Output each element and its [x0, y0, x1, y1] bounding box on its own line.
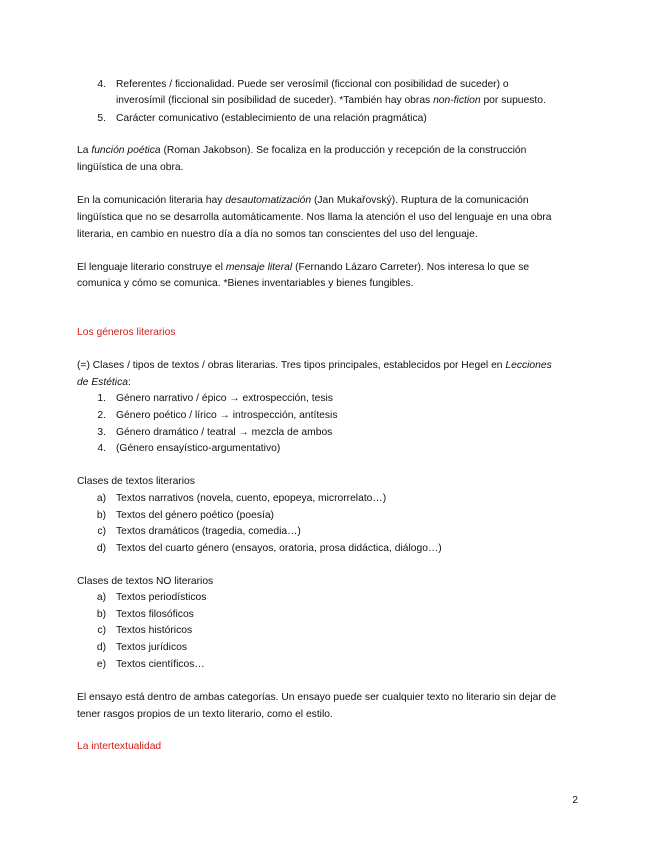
- paragraph-line: El ensayo está dentro de ambas categorías. Un ensayo puede ser cualquier texto no literario sin dejar de: [77, 692, 557, 703]
- italic-term: desautomatización: [225, 195, 312, 206]
- text-run: (=) Clases / tipos de textos / obras literarias. Tres tipos principales, establecidos por Hegel en: [77, 360, 506, 371]
- genre-item: Género narrativo / épico → extrospección, tesis: [116, 393, 333, 404]
- list-number: 4.: [97, 443, 106, 454]
- list-title: Clases de textos NO literarios: [77, 576, 214, 587]
- paragraph-line: lingüística que no se desarrolla automáticamente. Nos llama la atención el uso del lenguaje en una obra: [77, 212, 552, 223]
- text-run: En la comunicación literaria hay: [77, 195, 226, 206]
- literary-class-item: Textos narrativos (novela, cuento, epopeya, microrrelato…): [116, 493, 387, 504]
- list-title: Clases de textos literarios: [77, 476, 195, 487]
- italic-term: función poética: [91, 145, 161, 156]
- list-number: 3.: [97, 427, 106, 438]
- list-letter: a): [96, 493, 106, 504]
- genre-item: (Género ensayístico-argumentativo): [116, 443, 281, 454]
- italic-term: mensaje literal: [225, 262, 293, 273]
- list-item-text: Referentes / ficcionalidad. Puede ser verosímil (ficcional con posibilidad de suceder) o: [116, 79, 509, 90]
- paragraph-line: [77, 261, 529, 275]
- italic-term: Lecciones: [505, 360, 552, 371]
- text-run: :: [127, 377, 131, 388]
- list-number: 2.: [97, 410, 106, 421]
- list-number: 5.: [97, 113, 106, 124]
- list-letter: c): [97, 526, 106, 537]
- list-letter: b): [96, 510, 106, 521]
- paragraph-line: [77, 194, 529, 208]
- text-run: La: [77, 145, 92, 156]
- paragraph-line: [77, 376, 131, 390]
- paragraph-line: comunica y cómo se comunica. *Bienes inventariables y bienes fungibles.: [77, 278, 414, 289]
- list-letter: d): [96, 642, 106, 653]
- nonliterary-class-item: Textos periodísticos: [116, 592, 207, 603]
- list-letter: d): [96, 543, 106, 554]
- page-number: 2: [572, 795, 578, 806]
- text-run: (Roman Jakobson). Se focaliza en la producción y recepción de la construcción: [160, 145, 527, 156]
- paragraph-line: [77, 144, 526, 158]
- literary-class-item: Textos del género poético (poesía): [116, 510, 274, 521]
- list-item-text-continued: [116, 94, 546, 108]
- text-run: inverosímil (ficcional sin posibilidad de suceder). *También hay obras: [116, 95, 434, 106]
- list-letter: e): [96, 659, 106, 670]
- text-run: El lenguaje literario construye el: [77, 262, 226, 273]
- genre-item: Género dramático / teatral → mezcla de ambos: [116, 427, 333, 438]
- nonliterary-class-item: Textos filosóficos: [116, 609, 194, 620]
- text-run: por supuesto.: [480, 95, 546, 106]
- paragraph-line: literaria, en cambio en nuestro día a día no somos tan conscientes del uso del lenguaje.: [77, 229, 478, 240]
- literary-class-item: Textos dramáticos (tragedia, comedia…): [116, 526, 301, 537]
- nonliterary-class-item: Textos científicos…: [116, 659, 205, 670]
- list-number: 4.: [97, 79, 106, 90]
- section-heading: La intertextualidad: [77, 741, 162, 752]
- italic-term: de Estética: [77, 377, 128, 388]
- italic-term: non-fiction: [433, 95, 481, 106]
- list-item-text: Carácter comunicativo (establecimiento de una relación pragmática): [116, 113, 427, 124]
- list-letter: a): [96, 592, 106, 603]
- paragraph-line: lingüística de una obra.: [77, 162, 184, 173]
- list-letter: b): [96, 609, 106, 620]
- genre-item: Género poético / lírico → introspección, antítesis: [116, 410, 338, 421]
- list-letter: c): [97, 625, 106, 636]
- paragraph-line: [77, 359, 552, 373]
- list-number: 1.: [97, 393, 106, 404]
- nonliterary-class-item: Textos jurídicos: [116, 642, 187, 653]
- section-heading: Los géneros literarios: [77, 327, 176, 338]
- text-run: (Jan Mukařovský). Ruptura de la comunicación: [311, 195, 529, 206]
- literary-class-item: Textos del cuarto género (ensayos, oratoria, prosa didáctica, diálogo…): [116, 543, 442, 554]
- nonliterary-class-item: Textos históricos: [116, 625, 193, 636]
- paragraph-line: tener rasgos propios de un texto literario, como el estilo.: [77, 709, 333, 720]
- text-run: (Fernando Lázaro Carreter). Nos interesa lo que se: [292, 262, 530, 273]
